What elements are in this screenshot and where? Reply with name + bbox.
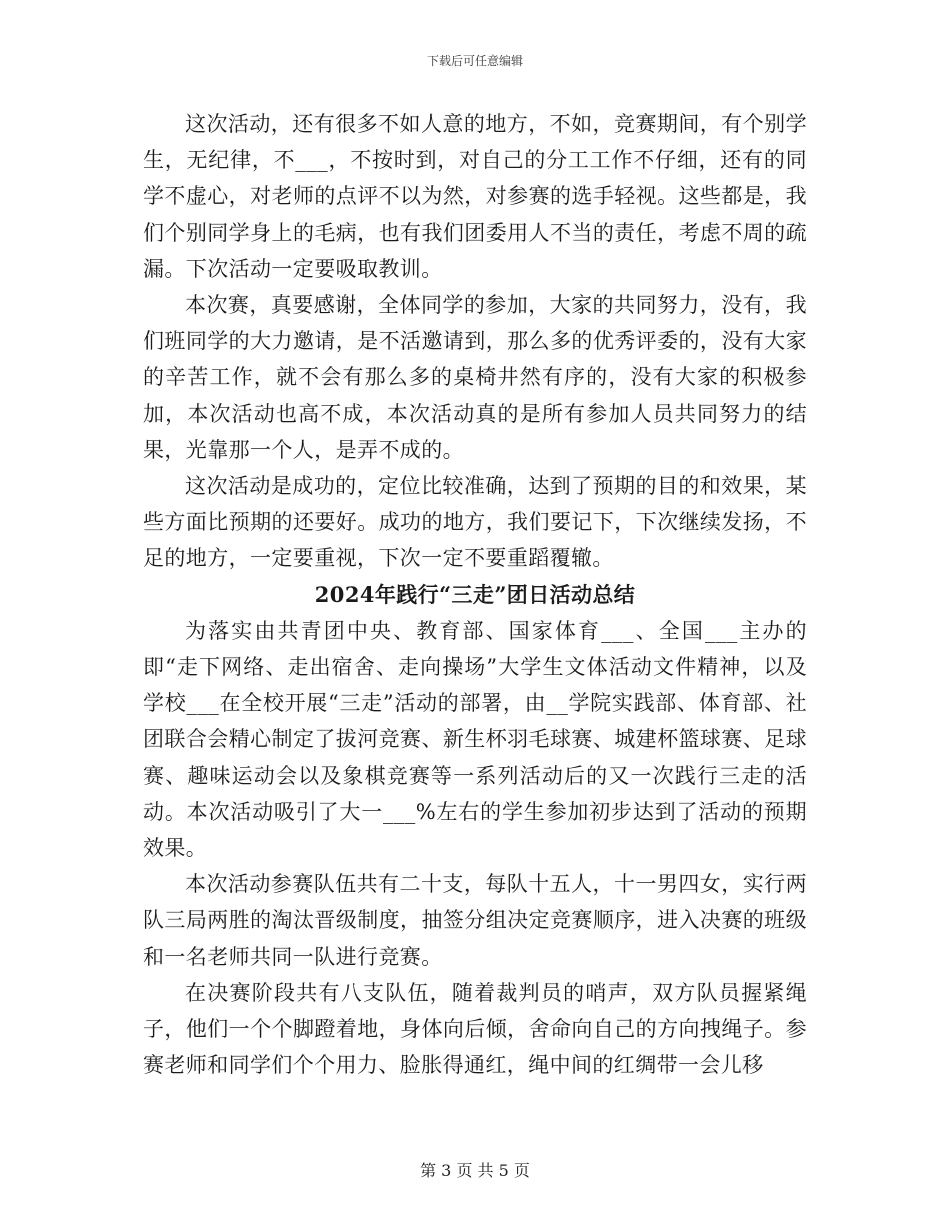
- section-title: 2024年践行“三走”团日活动总结: [314, 581, 636, 607]
- paragraph: 本次赛，真要感谢，全体同学的参加，大家的共同努力，没有，我们班同学的大力邀请，是不活邀请到，那么多的优秀评委的，没有大家的辛苦工作，就不会有那么多的桌椅井然有序的，没有大家的积极参加，本次活动也高不成，本次活动真的是所有参加人员共同努力的结果，光靠那一个人，是弄不成的。: [143, 293, 807, 462]
- document-body: [143, 106, 807, 1083]
- paragraph: 这次活动是成功的，定位比较准确，达到了预期的目的和效果，某些方面比预期的还要好。成功的地方，我们要记下，下次继续发扬，不足的地方，一定要重视，下次一定不要重蹈覆辙。: [143, 474, 807, 571]
- page-header: 下载后可任意编辑: [426, 54, 523, 68]
- paragraph: 在决赛阶段共有八支队伍，随着裁判员的哨声，双方队员握紧绳子，他们一个个脚蹬着地，身体向后倾，舍命向自己的方向拽绳子。参赛老师和同学们个个用力、脸胀得通红，绳中间的红绸带一会儿移: [143, 980, 807, 1078]
- paragraph: 本次活动参赛队伍共有二十支，每队十五人，十一男四女，实行两队三局两胜的淘汰晋级制度，抽签分组决定竞赛顺序，进入决赛的班级和一名老师共同一队进行竞赛。: [143, 872, 807, 969]
- paragraph: 为落实由共青团中央、教育部、国家体育___、全国___主办的即“走下网络、走出宿舍、走向操场”大学生文体活动文件精神，以及学校___在全校开展“三走”活动的部署，由__学院实践部、体育部、社团联合会精心制定了拔河竞赛、新生杯羽毛球赛、城建杯篮球赛、足球赛、趣味运动会以及象棋竞赛等一系列活动后的又一次践行三走的活动。本次活动吸引了大一___%左右的学生参加初步达到了活动的预期效果。: [143, 618, 807, 861]
- paragraph: 这次活动，还有很多不如人意的地方，不如，竞赛期间，有个别学生，无纪律，不___，不按时到，对自己的分工工作不仔细，还有的同学不虚心，对老师的点评不以为然，对参赛的选手轻视。这些都是，我们个别同学身上的毛病，也有我们团委用人不当的责任，考虑不周的疏漏。下次活动一定要吸取教训。: [143, 112, 807, 281]
- page-number: 第 3 页 共 5 页: [420, 1161, 530, 1180]
